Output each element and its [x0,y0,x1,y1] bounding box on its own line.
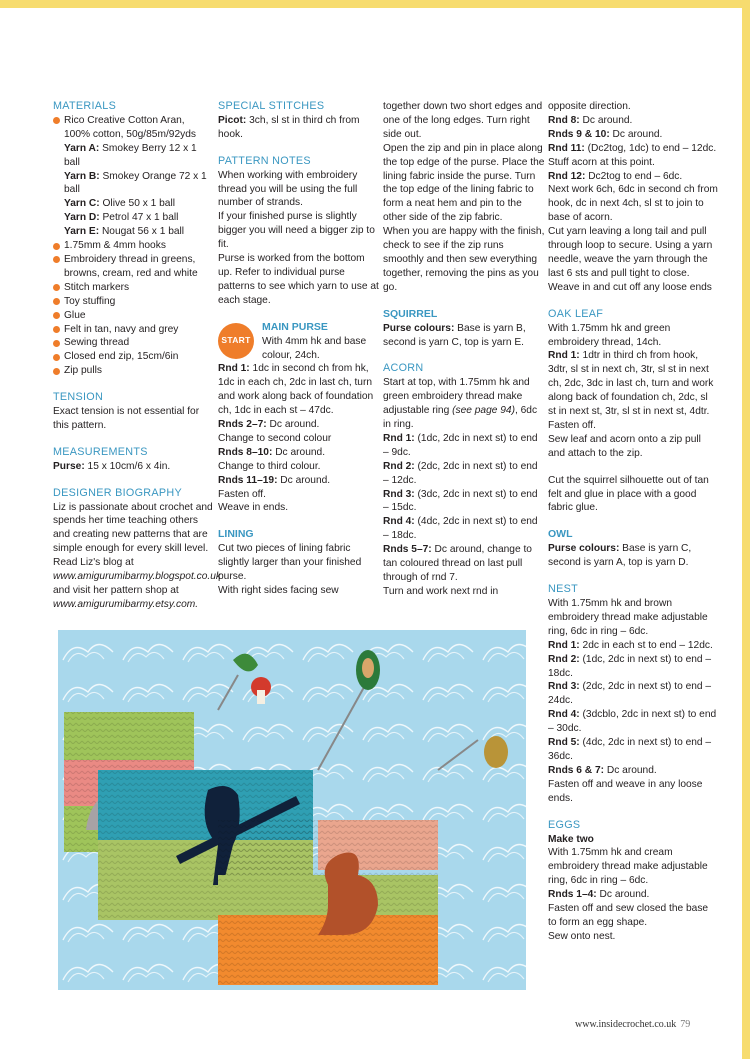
squirrel-colours: Purse colours: Base is yarn B, second is yarn C, top is yarn E. [383,322,526,348]
measurements-heading: MEASUREMENTS [53,445,148,458]
opposite-direction: opposite direction. [548,101,631,112]
column-1 [53,100,221,612]
acorn-rnd-4: Rnd 4: (4dc, 2dc in next st) to end – 18dc. [383,516,538,542]
nest-rnds-6-7: Rnds 6 & 7: Dc around. [548,764,657,776]
make-two: Make two [548,833,594,845]
nest-rnd-2: Rnd 2: (1dc, 2dc in next st) to end – 18dc. [548,653,712,679]
list-item: Toy stuffing [53,295,213,309]
lining-text: Cut two pieces of lining fabric slightly larger than your finished purse. [218,543,362,583]
acorn-rnd-8: Rnd 8: Dc around. [548,114,633,126]
oak-cut: Cut the squirrel silhouette out of tan felt and glue in place with a good fabric glue. [548,474,709,514]
shop-link[interactable]: www.amigurumibarmy.etsy.com. [53,598,199,610]
squirrel-heading: SQUIRREL [383,307,438,320]
list-item: Embroidery thread in greens, browns, cream, red and white [53,253,213,281]
yarn-item: Yarn E: Nougat 56 x 1 ball [64,226,185,238]
eggs-rnds-1-4: Rnds 1–4: Dc around. [548,889,650,901]
measurements-text: Purse: 15 x 10cm/6 x 4in. [53,460,171,472]
sew-nest: Sew onto nest. [548,930,616,942]
rnds-11-19: Rnds 11–19: Dc around. [218,474,331,486]
column-2 [218,100,380,598]
yarn-item: Yarn B: Smokey Orange 72 x 1 ball [64,170,207,196]
special-stitches-heading: SPECIAL STITCHES [218,100,325,112]
list-item: Felt in tan, navy and grey [53,323,213,337]
tension-text: Exact tension is not essential for this pattern. [53,406,200,431]
acorn-intro: Start at top, with 1.75mm hk and green embroidery thread make adjustable ring (see page 94), 6dc in ring. [383,377,538,431]
oak-sew: Sew leaf and acorn onto a zip pull and attach to the zip. [548,433,701,459]
nest-intro: With 1.75mm hk and brown embroidery thread make adjustable ring, 6dc in ring – 6dc. [548,598,708,637]
purses-illustration [58,630,526,990]
lining-text-2: With right sides facing sew [218,585,339,596]
nest-heading: NEST [548,583,578,596]
page-number: 79 [680,1019,691,1030]
right-border [742,0,750,1059]
acorn-rnd-3: Rnd 3: (3dc, 2dc in next st) to end – 15dc. [383,488,538,514]
paragraph: Open the zip and pin in place along the top edge of the purse. Place the lining fabric inside the purse. Turn the top edge of the lining fabric to form a neat hem and pin to the other side of the zip fabric. [383,142,545,224]
acorn-heading: ACORN [383,362,424,375]
blog-link[interactable]: www.amigurumibarmy.blogspot.co.uk [53,571,221,583]
list-item: Glue [53,309,213,323]
list-item: Zip pulls [53,364,213,378]
list-item: Sewing thread [53,336,213,350]
oak-intro: With 1.75mm hk and green embroidery thread, 14ch. [548,322,671,348]
owl-colours: Purse colours: Base is yarn C, second is yarn A, top is yarn D. [548,543,692,569]
cut-yarn: Cut yarn leaving a long tail and pull through loop to secure. Using a yarn needle, weave the yarn through the last 6 sts and pull tight to close. Weave in and cut off any loose ends [548,226,713,293]
lining-heading: LINING [218,528,254,541]
page-footer [575,1019,690,1030]
top-border [0,0,750,8]
yarn-item: Yarn D: Petrol 47 x 1 ball [64,212,179,224]
nest-rnd-4: Rnd 4: (3dcblo, 2dc in next st) to end – 30dc. [548,709,717,735]
eggs-intro: With 1.75mm hk and cream embroidery thread make adjustable ring, 6dc in ring – 6dc. [548,847,708,887]
website-link[interactable]: www.insidecrochet.co.uk [575,1019,677,1030]
paragraph: together down two short edges and one of the long edges. Turn right side out. [383,101,543,140]
rnds-2-7: Rnds 2–7: Dc around. [218,419,320,431]
start-badge: START [218,323,254,359]
acorn-turn: Turn and work next rnd in [383,585,499,597]
materials-list [53,114,213,142]
oak-fasten: Fasten off. [548,419,596,431]
paragraph: When you are happy with the finish, check to see if the zip runs smoothly and then sew everything together, removing the pins as you go. [383,226,545,293]
main-intro: With 4mm hk and base colour, 24ch. [262,335,367,361]
rnd-1: Rnd 1: 1dc in second ch from hk, 1dc in each ch, 2dc in last ch, turn and work along back of foundation ch, 1dc in each st – 47dc. [218,363,374,417]
acorn-rnd-2: Rnd 2: (2dc, 2dc in next st) to end – 12dc. [383,460,538,486]
main-purse-heading: MAIN PURSE [262,320,328,333]
eggs-heading: EGGS [548,818,581,831]
rnds-8-10: Rnds 8–10: Dc around. [218,446,326,458]
materials-heading: MATERIALS [53,100,117,112]
change-second: Change to second colour [218,432,332,444]
main-purse-block [218,321,380,363]
eggs-fasten: Fasten off and sew closed the base to form an egg shape. [548,903,709,928]
acorn-rnd-1: Rnd 1: (1dc, 2dc in next st) to end – 9dc. [383,432,538,458]
oak-leaf-heading: OAK LEAF [548,307,604,320]
list-item: Closed end zip, 15cm/6in [53,350,213,364]
column-3 [383,100,545,599]
fasten-off: Fasten off. [218,488,266,500]
yarn-list [53,142,213,239]
oak-rnd-1: Rnd 1: 1dtr in third ch from hook, 3dtr, sl st in next ch, 3tr, sl st in next ch, 2dc, 3dc in last ch, turn and work along back of foundation ch, 2dc, sl st in next st, 3tr, sl st in next st, 4dtr. [548,350,714,418]
designer-heading: DESIGNER BIOGRAPHY [53,486,182,499]
nest-fasten: Fasten off and weave in any loose ends. [548,778,703,804]
purses-photo [58,630,526,990]
note: When working with embroidery thread you will be using the full number of strands. [218,169,358,209]
nest-rnd-1: Rnd 1: 2dc in each st to end – 12dc. [548,639,713,651]
squirrel-purse [218,820,438,985]
list-item: Rico Creative Cotton Aran, 100% cotton, 50g/85m/92yds [53,114,213,142]
note: If your finished purse is slightly bigger you will need a bigger zip to fit. [218,211,375,251]
list-item: Stitch markers [53,281,213,295]
owl-heading: OWL [548,528,573,541]
picot-text: Picot: 3ch, sl st in third ch from hook. [218,114,360,140]
yarn-item: Yarn A: Smokey Berry 12 x 1 ball [64,142,197,168]
designer-text: Liz is passionate about crochet and spends her time teaching others and creating new patterns that are simple enough for every skill level. Read Liz's blog at www.amigurumibarmy.blogspot.co.uk and visit her pattern shop at www.amigurumibarmy.etsy.com. [53,501,221,610]
acorn-rnd-11: Rnd 11: (Dc2tog, 1dc) to end – 12dc. [548,142,717,154]
nest-rnd-3: Rnd 3: (2dc, 2dc in next st) to end – 24dc. [548,681,712,707]
change-third: Change to third colour. [218,460,321,472]
acorn-rnd-12: Rnd 12: Dc2tog to end – 6dc. [548,170,683,182]
acorn-rnds-5-7: Rnds 5–7: Dc around, change to tan coloured thread on last pull through of rnd 7. [383,544,532,583]
nest-rnd-5: Rnd 5: (4dc, 2dc in next st) to end – 36dc. [548,737,712,762]
tension-heading: TENSION [53,391,104,404]
yarn-item: Yarn C: Olive 50 x 1 ball [64,198,175,210]
acorn-rnds-9-10: Rnds 9 & 10: Dc around. [548,128,663,140]
weave-in: Weave in ends. [218,502,289,514]
next-work: Next work 6ch, 6dc in second ch from hook, dc in next 4ch, sl st to join to base of acorn. [548,184,718,224]
note: Purse is worked from the bottom up. Refer to individual purse patterns to see which yarn to use at each stage. [218,253,379,306]
materials-list-2 [53,239,213,378]
stuff-acorn: Stuff acorn at this point. [548,156,655,168]
list-item: 1.75mm & 4mm hooks [53,239,213,253]
pattern-notes-heading: PATTERN NOTES [218,154,311,167]
column-4 [548,100,718,944]
